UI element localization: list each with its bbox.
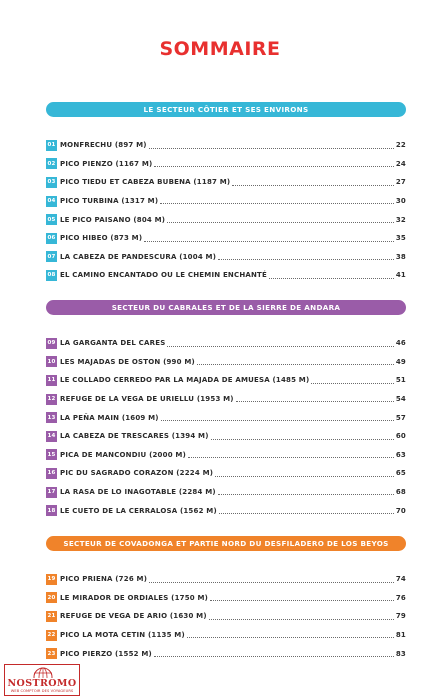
entry-number-badge: 15 [46,449,57,460]
entry-page-number: 65 [395,469,406,478]
logo-tagline: WEB COMPTOIR DES VOYAGEURS [10,689,74,693]
dot-leader [211,439,394,440]
logo-name: NOSTROMO [7,678,77,689]
entry-number-badge: 20 [46,592,57,603]
toc-entries [46,570,406,663]
dot-leader [311,383,393,384]
entry-page-number: 60 [395,432,406,441]
entry-page-number: 32 [395,215,406,224]
entry-title: PICO HIBEO (873 M) [60,234,143,243]
entry-page-number: 41 [395,271,406,280]
entry-number-badge: 02 [46,158,57,169]
entry-title: REFUGE DE VEGA DE ARIO (1630 M) [60,612,207,621]
entry-title: LA CABEZA DE TRESCARES (1394 M) [60,432,209,441]
dot-leader [149,148,394,149]
toc-entry[interactable] [46,248,406,267]
entry-title: LE MIRADOR DE ORDIALES (1750 M) [60,593,209,602]
dot-leader [232,185,394,186]
entry-number-badge: 21 [46,611,57,622]
entry-title: LE PICO PAISANO (804 M) [60,215,166,224]
dot-leader [236,401,394,402]
toc-entry[interactable] [46,408,406,427]
entry-number-badge: 05 [46,214,57,225]
entry-page-number: 30 [395,197,406,206]
toc-entry[interactable] [46,626,406,645]
entry-page-number: 54 [395,395,406,404]
toc-entry[interactable] [46,136,406,155]
dot-leader [197,364,394,365]
entry-page-number: 46 [395,339,406,348]
entry-number-badge: 11 [46,375,57,386]
entry-number-badge: 08 [46,270,57,281]
dot-leader [167,222,394,223]
entry-page-number: 35 [395,234,406,243]
entry-title: LA RASA DE LO INAGOTABLE (2284 M) [60,488,216,497]
entry-page-number: 38 [395,252,406,261]
dot-leader [167,346,393,347]
entry-title: MONFRECHU (897 M) [60,141,147,150]
toc-entry[interactable] [46,266,406,285]
toc-entry[interactable] [46,464,406,483]
toc-entry[interactable] [46,229,406,248]
dot-leader [218,494,394,495]
entry-page-number: 83 [395,649,406,658]
section-header: SECTEUR DU CABRALES ET DE LA SIERRE DE ANDARA [46,300,406,315]
entry-title: LA GARGANTA DEL CARES [60,339,166,348]
section-covadonga [46,536,406,663]
entry-title: PICO PRIENA (726 M) [60,575,148,584]
toc-entry[interactable] [46,501,406,520]
entry-title: LE CUETO DE LA CERRALOSA (1562 M) [60,506,217,515]
toc-entry[interactable] [46,210,406,229]
entry-title: PICO PIERZO (1552 M) [60,649,152,658]
entry-page-number: 74 [395,575,406,584]
toc-entry[interactable] [46,589,406,608]
section-cabrales [46,300,406,520]
entry-number-badge: 22 [46,630,57,641]
entry-title: PICO TIEDU ET CABEZA BUBENA (1187 M) [60,178,231,187]
entry-title: PICO TURBINA (1317 M) [60,197,159,206]
dot-leader [144,241,394,242]
toc-entry[interactable] [46,192,406,211]
entry-title: LE COLLADO CERREDO PAR LA MAJADA DE AMUESA (1485 M) [60,376,310,385]
entry-number-badge: 18 [46,505,57,516]
section-header: LE SECTEUR CÔTIER ET SES ENVIRONS [46,102,406,117]
entry-title: LES MAJADAS DE OSTON (990 M) [60,357,195,366]
entry-number-badge: 17 [46,487,57,498]
entry-page-number: 57 [395,413,406,422]
toc-entry[interactable] [46,334,406,353]
entry-page-number: 63 [395,450,406,459]
entry-title: PICA DE MANCONDIU (2000 M) [60,450,186,459]
entry-page-number: 70 [395,506,406,515]
entry-title: LA CABEZA DE PANDESCURA (1004 M) [60,252,217,261]
entry-title: PICO PIENZO (1167 M) [60,159,153,168]
dot-leader [209,619,394,620]
entry-title: LA PEÑA MAIN (1609 M) [60,413,159,422]
entry-number-badge: 23 [46,648,57,659]
dot-leader [154,656,394,657]
dot-leader [187,637,394,638]
entry-number-badge: 06 [46,233,57,244]
entry-number-badge: 09 [46,338,57,349]
toc-entry[interactable] [46,644,406,663]
entry-page-number: 76 [395,593,406,602]
toc-entry[interactable] [46,353,406,372]
toc-entry[interactable] [46,390,406,409]
dot-leader [149,582,394,583]
globe-icon [33,666,53,678]
entry-number-badge: 19 [46,574,57,585]
dot-leader [188,457,394,458]
entry-number-badge: 01 [46,140,57,151]
dot-leader [154,166,393,167]
section-header: SECTEUR DE COVADONGA ET PARTIE NORD DU DESFILADERO DE LOS BEYOS [46,536,406,551]
dot-leader [210,600,394,601]
entry-number-badge: 10 [46,356,57,367]
entry-number-badge: 07 [46,251,57,262]
toc-entry[interactable] [46,570,406,589]
entry-number-badge: 12 [46,394,57,405]
entry-title: REFUGE DE LA VEGA DE URIELLU (1953 M) [60,395,234,404]
toc-entry[interactable] [46,427,406,446]
entry-page-number: 24 [395,159,406,168]
entry-page-number: 79 [395,612,406,621]
dot-leader [219,513,394,514]
dot-leader [161,420,394,421]
entry-number-badge: 04 [46,196,57,207]
section-coastal [46,102,406,285]
entry-title: PIC DU SAGRADO CORAZON (2224 M) [60,469,214,478]
dot-leader [160,203,394,204]
toc-entry[interactable] [46,155,406,174]
toc-entries [46,334,406,520]
entry-page-number: 51 [395,376,406,385]
entry-page-number: 49 [395,357,406,366]
entry-title: EL CAMINO ENCANTADO OU LE CHEMIN ENCHANTÉ [60,271,268,280]
entry-page-number: 27 [395,178,406,187]
entry-page-number: 81 [395,631,406,640]
entry-page-number: 68 [395,488,406,497]
toc-entry[interactable] [46,173,406,192]
dot-leader [218,259,394,260]
entry-number-badge: 03 [46,177,57,188]
toc-entry[interactable] [46,446,406,465]
entry-number-badge: 14 [46,431,57,442]
entry-number-badge: 16 [46,468,57,479]
toc-entry[interactable] [46,371,406,390]
toc-entry[interactable] [46,483,406,502]
dot-leader [215,476,394,477]
publisher-logo [4,664,80,696]
page-title: SOMMAIRE [159,38,281,60]
entry-number-badge: 13 [46,412,57,423]
dot-leader [269,278,394,279]
entry-page-number: 22 [395,141,406,150]
toc-entry[interactable] [46,607,406,626]
entry-title: PICO LA MOTA CETIN (1135 M) [60,631,185,640]
toc-entries [46,136,406,285]
